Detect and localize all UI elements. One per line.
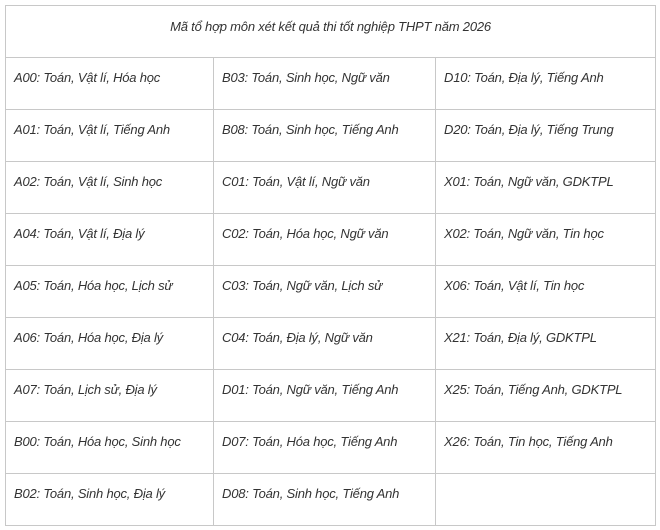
subject-combination-table	[5, 5, 656, 526]
table-row	[6, 474, 656, 526]
table-cell: C01: Toán, Vật lí, Ngữ văn	[214, 162, 436, 214]
table-title: Mã tổ hợp môn xét kết quả thi tốt nghiệp THPT năm 2026	[6, 6, 656, 58]
table-cell: X25: Toán, Tiếng Anh, GDKTPL	[436, 370, 656, 422]
table-cell: X02: Toán, Ngữ văn, Tin học	[436, 214, 656, 266]
table-cell: A05: Toán, Hóa học, Lịch sử	[6, 266, 214, 318]
table-cell: X01: Toán, Ngữ văn, GDKTPL	[436, 162, 656, 214]
table-row	[6, 318, 656, 370]
table-cell: A04: Toán, Vật lí, Địa lý	[6, 214, 214, 266]
table-cell: B08: Toán, Sinh học, Tiếng Anh	[214, 110, 436, 162]
table-cell: C02: Toán, Hóa học, Ngữ văn	[214, 214, 436, 266]
table-cell: C04: Toán, Địa lý, Ngữ văn	[214, 318, 436, 370]
table-cell: B03: Toán, Sinh học, Ngữ văn	[214, 58, 436, 110]
table-row	[6, 58, 656, 110]
table-cell: A02: Toán, Vật lí, Sinh học	[6, 162, 214, 214]
table-cell: D10: Toán, Địa lý, Tiếng Anh	[436, 58, 656, 110]
table-row	[6, 110, 656, 162]
table-cell: A07: Toán, Lịch sử, Địa lý	[6, 370, 214, 422]
table-cell: A01: Toán, Vật lí, Tiếng Anh	[6, 110, 214, 162]
table-row	[6, 214, 656, 266]
table-row	[6, 162, 656, 214]
table-cell: D20: Toán, Địa lý, Tiếng Trung	[436, 110, 656, 162]
table-cell: D08: Toán, Sinh học, Tiếng Anh	[214, 474, 436, 526]
table-cell: X06: Toán, Vật lí, Tin học	[436, 266, 656, 318]
table-cell: A06: Toán, Hóa học, Địa lý	[6, 318, 214, 370]
table-row	[6, 422, 656, 474]
table-cell: X26: Toán, Tin học, Tiếng Anh	[436, 422, 656, 474]
table-cell: B02: Toán, Sinh học, Địa lý	[6, 474, 214, 526]
table-cell	[436, 474, 656, 526]
table-cell: C03: Toán, Ngữ văn, Lịch sử	[214, 266, 436, 318]
table-row	[6, 370, 656, 422]
table-cell: D07: Toán, Hóa học, Tiếng Anh	[214, 422, 436, 474]
table-row	[6, 266, 656, 318]
table-cell: D01: Toán, Ngữ văn, Tiếng Anh	[214, 370, 436, 422]
table-cell: X21: Toán, Địa lý, GDKTPL	[436, 318, 656, 370]
table-cell: B00: Toán, Hóa học, Sinh học	[6, 422, 214, 474]
table-header-row	[6, 6, 656, 58]
table-cell: A00: Toán, Vật lí, Hóa học	[6, 58, 214, 110]
